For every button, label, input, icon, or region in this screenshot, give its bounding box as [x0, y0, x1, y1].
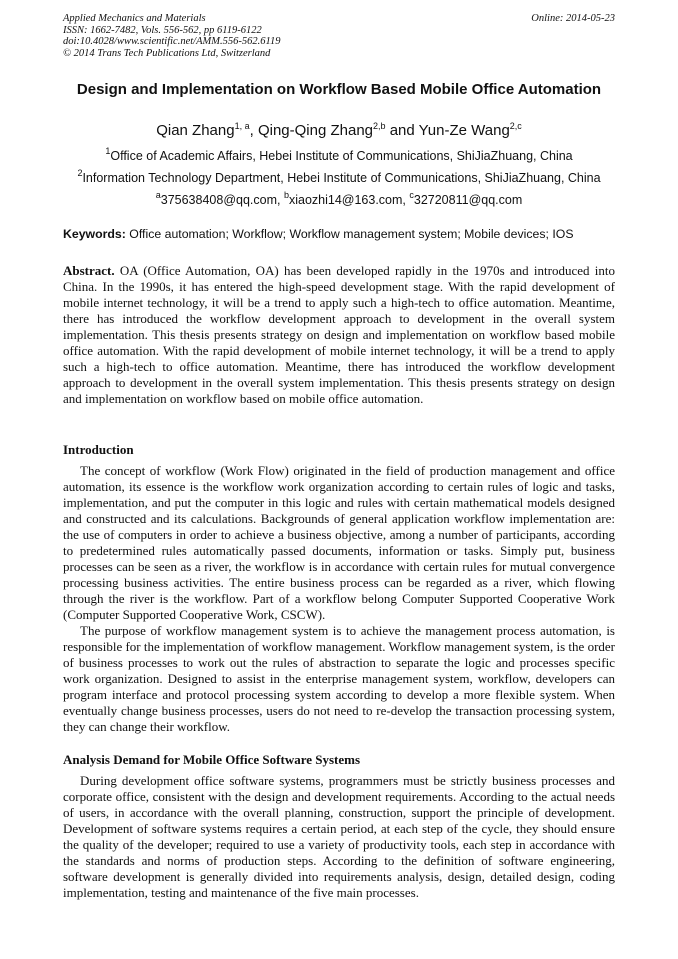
author-list	[63, 122, 615, 140]
author-superscript: 1, a	[234, 121, 250, 131]
doi-line: doi:10.4028/www.scientific.net/AMM.556-562.6119	[63, 36, 281, 47]
author-name: Qian Zhang	[156, 122, 235, 139]
email-address: 375638408@qq.com	[160, 193, 277, 207]
abstract-text: OA (Office Automation, OA) has been developed rapidly in the 1970s and introduced into China. In the 1990s, it has entered the high-speed development stage. With the rapid development of mobile internet technology, it will be a trend to apply such a high-tech to office automation. Meantime, there has introduced the workflow development approach to development in the overall system implementation. This thesis presents strategy on design and implementation on workflow based mobile office automation. With the rapid development of mobile internet technology, it will be a trend to apply such a high-tech to office automation. Meantime, there has introduced the workflow development approach to development in the overall system implementation. This thesis presents strategy on design and implementation on workflow based on mobile office automation.	[63, 263, 615, 406]
email-marker: a	[155, 190, 161, 200]
email-marker: b	[283, 190, 289, 200]
paragraph: During development office software systems, programmers must be strictly business processes and corporate office, consistent with the design and development requirements. According to the actual needs of users, in accordance with the overall planning, construction, support the principle of development. Development of software systems requires a certain period, at each step of the cycle, they should ensure the quality of the developer; required to use a variety of productivity tools, each step in accordance with the standards and norms of production steps. According to the definition of software engineering, software development is generally divided into requirements analysis, design, detailed design, coding implementation, testing and maintenance of the five main processes.	[63, 773, 615, 900]
affiliation-text: Office of Academic Affairs, Hebei Institute of Communications, ShiJiaZhuang, China	[110, 149, 573, 163]
journal-name: Applied Mechanics and Materials	[63, 13, 206, 24]
abstract-label: Abstract.	[63, 263, 115, 278]
affiliation-text: Information Technology Department, Hebei Institute of Communications, ShiJiaZhuang, China	[82, 171, 601, 185]
issn-line: ISSN: 1662-7482, Vols. 556-562, pp 6119-6122	[63, 24, 262, 36]
author-name: Qing-Qing Zhang	[257, 122, 374, 139]
analysis-body	[63, 773, 615, 901]
email-separator: ,	[277, 193, 284, 207]
email-marker: c	[409, 190, 414, 200]
keywords-text: Office automation; Workflow; Workflow management system; Mobile devices; IOS	[125, 227, 574, 241]
email-address: 32720811@qq.com	[413, 193, 523, 207]
author-superscript: 2,b	[373, 121, 386, 131]
paragraph: The purpose of workflow management system is to achieve the management process automation, is responsible for the implementation of workflow management. Workflow management system, is the order of business processes to work out the rules of abstraction to separate the logic and processes specific work organization. Designed to assist in the enterprise management system, workflow, developers can program interface and protocol processing system according to develop a more flexible system. When eventually change business processes, users do not need to re-develop the transaction processing system, they can change their workflow.	[63, 623, 615, 734]
keywords-label: Keywords:	[63, 227, 126, 241]
copyright-line: © 2014 Trans Tech Publications Ltd, Switzerland	[63, 47, 271, 59]
affiliation-2	[63, 168, 615, 186]
online-date: Online: 2014-05-23	[531, 13, 615, 24]
paper-title: Design and Implementation on Workflow Based Mobile Office Automation	[76, 81, 602, 98]
affiliation-1	[63, 146, 615, 164]
keywords	[63, 227, 615, 242]
affiliation-marker: 1	[105, 146, 111, 156]
author-separator: ,	[249, 122, 258, 139]
author-superscript: 2,c	[509, 121, 522, 131]
abstract	[63, 263, 615, 407]
section-heading-analysis: Analysis Demand for Mobile Office Software Systems	[63, 752, 361, 767]
email-line	[63, 190, 615, 208]
email-separator: ,	[402, 193, 410, 207]
email-address: xiaozhi14@163.com	[288, 193, 403, 207]
journal-header	[63, 13, 615, 59]
introduction-body	[63, 463, 615, 735]
affiliation-marker: 2	[77, 168, 83, 178]
author-separator: and	[385, 122, 419, 139]
paragraph: The concept of workflow (Work Flow) originated in the field of production management and office automation, its essence is the workflow work organization according to certain rules of logic and tasks, implementation, and put the computer in this logic and rules with certain mathematical models designed and constructed and its calculations. Backgrounds of general application workflow implementation are: the use of computers in order to achieve a business objective, among a number of participants, according to predetermined rules automatically passed documents, information or tasks. Simply put, business processes can be seen as a river, the workflow is in accordance with certain rules for mutual convergence processing business activities. The entire business process can be regarded as a river, which flowing through the river is the workflow. Part of a workflow belong Computer Supported Cooperative Work (Computer Supported Cooperative Work, CSCW).	[63, 463, 615, 622]
section-heading-introduction: Introduction	[63, 442, 134, 457]
author-name: Yun-Ze Wang	[418, 122, 510, 139]
